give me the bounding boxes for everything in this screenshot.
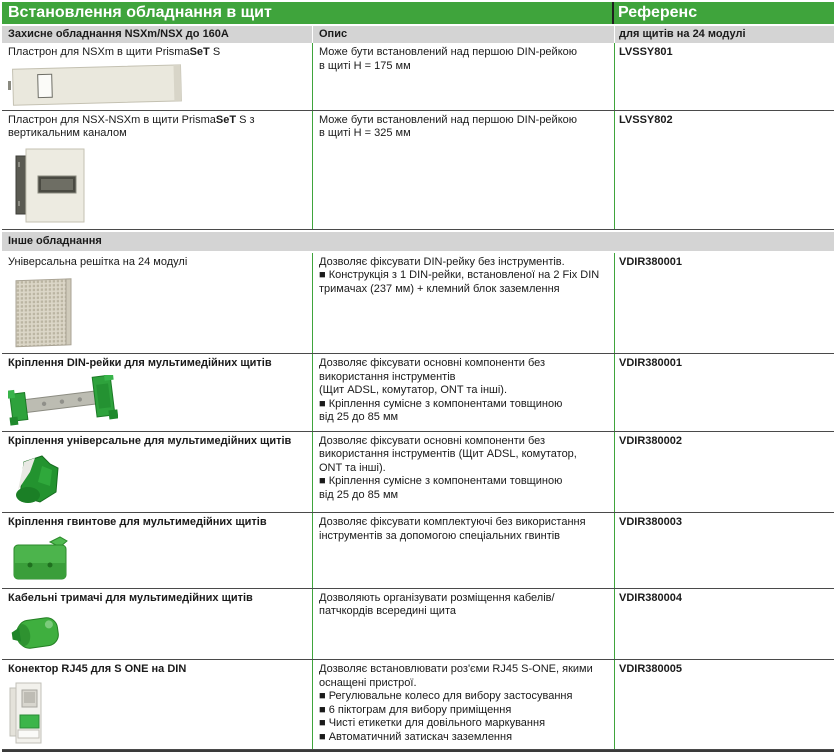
product-cell (2, 253, 312, 354)
product-cell (2, 432, 312, 513)
description-cell: Дозволяє фіксувати основні компоненти без використання інструментів (Щит ADSL, комутатор, ONT та інші). ■ Кріплення сумісне з компонентами товщиною від 25 до 85 мм (319, 357, 563, 423)
product-title: Кріплення DIN-рейки для мультимедійних щитів (8, 357, 272, 369)
table-row (2, 253, 834, 355)
description-cell: Дозволяє фіксувати DIN-рейку без інструментів. ■ Конструкція з 1 DIN-рейки, встановленої на 2 Fix DIN тримачах (237 мм) + клемний блок заземлення (319, 255, 600, 295)
page-title: Встановлення обладнання в щит (2, 2, 612, 24)
product-cell (2, 589, 312, 660)
description-column-header: Опис (313, 26, 614, 43)
product-image-grid-plate (8, 273, 80, 351)
table-row (2, 589, 834, 661)
reference-code: VDIR380002 (619, 434, 682, 447)
table-row (2, 354, 834, 432)
product-cell (2, 660, 312, 749)
product-cell (2, 354, 312, 431)
product-image-plastron-vertical (8, 145, 100, 227)
description-cell: Може бути встановлений над першою DIN-рейкою в щиті H = 325 мм (319, 113, 578, 139)
table-row (2, 513, 834, 589)
table-subheader (2, 26, 834, 43)
product-cell (2, 111, 312, 229)
product-cell (2, 513, 312, 588)
product-title: Кріплення гвинтове для мультимедійних щитів (8, 516, 267, 528)
product-title: Кабельні тримачі для мультимедійних щитів (8, 591, 253, 604)
description-cell: Дозволяє фіксувати основні компоненти без використання інструментів (Щит ADSL, комутатор, ONT та інші). ■ Кріплення сумісне з компонентами товщиною від 25 до 85 мм (319, 434, 577, 501)
table-row (2, 43, 834, 111)
product-image-rj45-din-module (8, 681, 50, 747)
reference-code: VDIR380003 (619, 516, 682, 528)
description-cell: Дозволяє встановлювати роз'єми RJ45 S-ONE, якими оснащені пристрої. ■ Регулювальне колесо для вибору застосування ■ 6 піктограм для вибору приміщення ■ Чисті етикетки для довільного маркування ■ Автоматичний затискач заземлення (319, 663, 593, 743)
reference-code: VDIR380001 (619, 357, 682, 369)
reference-code: LVSSY801 (619, 46, 673, 58)
description-cell: Може бути встановлений над першою DIN-рейкою в щиті H = 175 мм (319, 46, 578, 72)
table-row (2, 660, 834, 750)
category-header: Захисне обладнання NSXm/NSX до 160А (2, 26, 312, 43)
product-title: Кріплення універсальне для мультимедійних щитів (8, 434, 292, 447)
table-row (2, 111, 834, 230)
section-header: Інше обладнання (2, 232, 834, 251)
product-image-cable-holder (8, 609, 70, 657)
reference-column-header: Референс (614, 2, 834, 24)
reference-subheader: для щитів на 24 модулі (615, 26, 834, 43)
reference-code: VDIR380001 (619, 255, 682, 268)
table-row (2, 432, 834, 514)
table-header (2, 2, 834, 24)
product-image-plastron-nsxm (8, 64, 190, 108)
reference-code: VDIR380004 (619, 591, 682, 604)
table-bottom-border (2, 750, 834, 752)
product-title: Конектор RJ45 для S ONE на DIN (8, 663, 187, 675)
product-title: Універсальна решітка на 24 модулі (8, 255, 188, 268)
reference-code: LVSSY802 (619, 113, 673, 126)
product-image-universal-clamp (8, 452, 70, 510)
product-title: Пластрон для NSXm в щити PrismaSeT S (8, 46, 221, 58)
product-image-din-rail (8, 375, 118, 429)
product-image-screw-block (8, 534, 74, 586)
description-cell: Дозволяє фіксувати комплектуючі без використання інструментів за допомогою спеціальних гвинтів (319, 516, 586, 542)
product-title: Пластрон для NSX-NSXm в щити PrismaSeT S з вертикальним каналом (8, 113, 255, 139)
reference-code: VDIR380005 (619, 663, 682, 675)
product-cell (2, 43, 312, 110)
description-cell: Дозволяють організувати розміщення кабелів/ патчкордів всередині щита (319, 591, 555, 617)
